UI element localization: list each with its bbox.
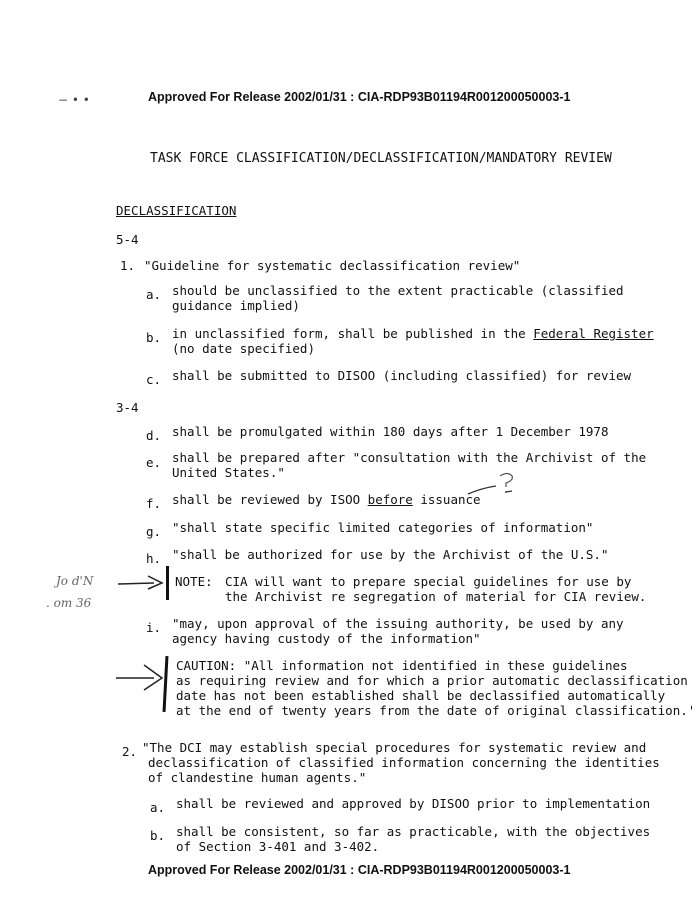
note-line1: CIA will want to prepare special guidelines for use by [225,574,632,589]
sub-b-text: in unclassified form, shall be published in the [172,326,534,341]
caution-line3: date has not been established shall be declassified automatically [176,688,666,703]
list-letter: c. [146,372,162,387]
list-letter: h. [146,551,162,566]
margin-mark: − • • [58,93,90,107]
list-letter: i. [146,620,162,635]
note-bracket [166,566,169,600]
sub-b-line2: (no date specified) [172,341,315,356]
caution-arrow-icon [114,662,170,692]
sub-e-line2: United States." [172,465,285,480]
item-2-line3: of clandestine human agents." [148,770,367,785]
sub-c-line1: shall be submitted to DISOO (including classified) for review [172,368,632,383]
item-2-b-line1: shall be consistent, so far as practicable, with the objectives [176,824,651,839]
footer-release-stamp: Approved For Release 2002/01/31 : CIA-RDP93B01194R001200050003-1 [148,863,571,877]
item-2-b-line2: of Section 3-401 and 3-402. [176,839,380,854]
sub-f-line1 [172,492,481,507]
reference-3-4: 3-4 [116,400,139,415]
header-release-stamp: Approved For Release 2002/01/31 : CIA-RDP93B01194R001200050003-1 [148,90,571,104]
section-heading: DECLASSIFICATION [116,203,237,218]
sub-a-line2: guidance implied) [172,298,300,313]
page-title: TASK FORCE CLASSIFICATION/DECLASSIFICATION/MANDATORY REVIEW [150,151,612,166]
list-letter: g. [146,524,162,539]
sub-a-line1: should be unclassified to the extent practicable (classified [172,283,624,298]
caution-line1: CAUTION: "All information not identified in these guidelines [176,658,628,673]
margin-handwriting: . om 36 [46,596,92,610]
sub-i-line1: "may, upon approval of the issuing authority, be used by any [172,616,624,631]
list-letter: d. [146,428,162,443]
sub-i-line2: agency having custody of the information" [172,631,481,646]
item-2-line2: declassification of classified information concerning the identities [148,755,660,770]
margin-arrow-icon [116,572,168,592]
caution-line2: as requiring review and for which a prior automatic declassification [176,673,688,688]
list-letter: f. [146,496,162,511]
item-number: 2. [122,744,138,759]
margin-handwriting: Jo d'N [56,574,94,588]
item-number: 1. [120,258,136,273]
item-2-a-line1: shall be reviewed and approved by DISOO prior to implementation [176,796,651,811]
list-letter: b. [150,828,166,843]
sub-e-line1: shall be prepared after "consultation with the Archivist of the [172,450,647,465]
reference-5-4: 5-4 [116,232,139,247]
sub-d-line1: shall be promulgated within 180 days after 1 December 1978 [172,424,609,439]
note-label: NOTE: [175,574,213,589]
sub-f-text-end: issuance [412,492,481,507]
federal-register-title: Federal Register [533,326,654,341]
handwritten-arrow-icon [466,482,516,498]
item-1-text: "Guideline for systematic declassification review" [144,258,521,273]
list-letter: b. [146,330,162,345]
list-letter: a. [150,800,166,815]
before-emphasis: before [367,492,413,507]
sub-h-line1: "shall be authorized for use by the Archivist of the U.S." [172,547,609,562]
sub-b-line1 [172,326,654,341]
sub-g-line1: "shall state specific limited categories of information" [172,520,594,535]
list-letter: a. [146,287,162,302]
note-line2: the Archivist re segregation of material for CIA review. [225,589,647,604]
list-letter: e. [146,455,162,470]
item-2-line1: "The DCI may establish special procedures for systematic review and [142,740,647,755]
sub-f-text: shall be reviewed by ISOO [172,492,368,507]
caution-line4: at the end of twenty years from the date of original classification.' [176,703,696,718]
